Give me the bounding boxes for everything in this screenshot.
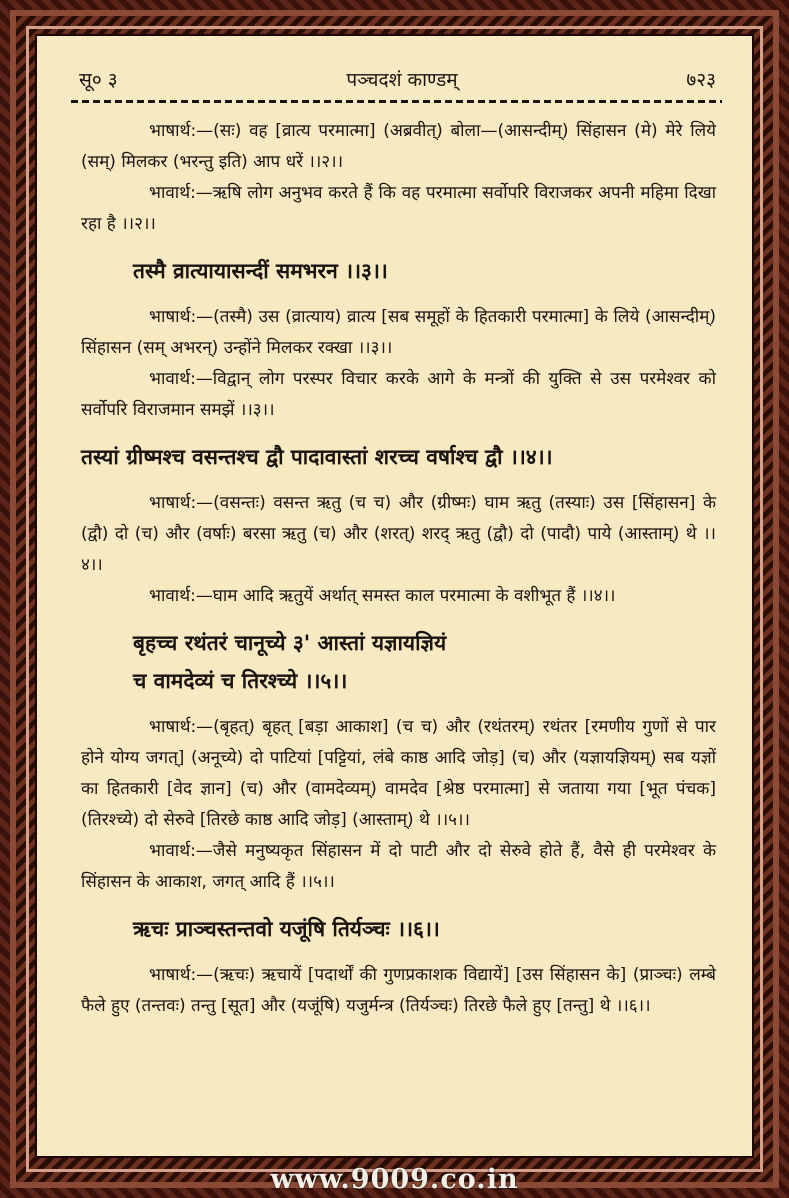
verse-5-line-2: च वामदेव्यं च तिरश्च्ये ।।५।।	[133, 669, 348, 693]
verse-3: तस्मै व्रात्यायासन्दीं समभरन ।।३।।	[133, 259, 388, 283]
translation-4: भाषार्थ:—(वसन्तः) वसन्त ऋतु (च च) और (ग्रीष्मः) घाम ऋतु (तस्याः) उस [सिंहासन] के (द्वौ) दो (च) और (वर्षाः) बरसा ऋतु (च) और (शरत्) शरद् ऋतु (द्वौ) दो (पादौ) पाये (आस्ताम्) थे ।।४।।	[81, 493, 716, 575]
verse-6: ऋचः प्राञ्चस्तन्तवो यजूंषि तिर्यञ्चः ।।६।।	[133, 917, 440, 941]
page-header	[79, 64, 716, 94]
translation-2: भाषार्थ:—(सः) वह [व्रात्य परमात्मा] (अब्रवीत्) बोला—(आसन्दीम्) सिंहासन (मे) मेरे लिये (सम्) मिलकर (भरन्तु इति) आप धरें ।।२।।	[81, 121, 716, 172]
translation-5: भाषार्थ:—(बृहत्) बृहत् [बड़ा आकाश] (च च) और (रथंतरम्) रथंतर [रमणीय गुणों से पार होने योग्य जगत्] (अनूच्ये) दो पाटियां [पट्टियां, लंबे काष्ठ आदि जोड़] (च) और (यज्ञायज्ञियम्) सब यज्ञों का हितकारी [वेद ज्ञान] (च) और (वामदेव्यम्) वामदेव [श्रेष्ठ परमात्मा] से जताया गया [भूत पंचक] (तिरश्च्ये) दो सेरुवे [तिरछे काष्ठ आदि जोड़] (आस्ताम्) थे ।।५।।	[81, 717, 716, 830]
meaning-2: भावार्थ:—ऋषि लोग अनुभव करते हैं कि वह परमात्मा सर्वोपरि विराजकर अपनी महिमा दिखा रहा है ।।२।।	[81, 183, 716, 234]
verse-4: तस्यां ग्रीष्मश्च वसन्तश्च द्वौ पादावास्तां शरच्च वर्षाश्च द्वौ ।।४।।	[81, 445, 553, 469]
kanda-title: पञ्चदशं काण्डम्	[346, 69, 458, 91]
header-rule	[71, 100, 722, 103]
translation-3: भाषार्थ:—(तस्मै) उस (व्रात्याय) व्रात्य [सब समूहों के हितकारी परमात्मा] के लिये (आसन्दीम्) सिंहासन (सम् अभरन्) उन्होंने मिलकर रक्खा ।।३।।	[81, 307, 716, 358]
verse-5-line-1: बृहच्च रथंतरं चानूच्ये ३' आस्तां यज्ञायज्ञियं	[133, 631, 447, 655]
website-watermark: www.9009.co.in	[270, 1164, 519, 1195]
page-number: ७२३	[686, 69, 716, 91]
translation-6: भाषार्थ:—(ऋचः) ऋचायें [पदार्थों की गुणप्रकाशक विद्यायें] [उस सिंहासन के] (प्राञ्चः) लम्बे फैले हुए (तन्तवः) तन्तु [सूत] और (यजूंषि) यजुर्मन्त्र (तिर्यञ्चः) तिरछे फैले हुए [तन्तु] थे ।।६।।	[81, 965, 716, 1016]
meaning-3: भावार्थ:—विद्वान् लोग परस्पर विचार करके आगे के मन्त्रों की युक्ति से उस परमेश्वर को सर्वोपरि विराजमान समझें ।।३।।	[81, 369, 716, 420]
meaning-4: भावार्थ:—घाम आदि ऋतुयें अर्थात् समस्त काल परमात्मा के वशीभूत हैं ।।४।।	[149, 586, 616, 606]
page-content	[81, 116, 716, 1022]
book-page	[35, 34, 754, 1158]
meaning-5: भावार्थ:—जैसे मनुष्यकृत सिंहासन में दो पाटी और दो सेरुवे होते हैं, वैसे ही परमेश्वर के सिंहासन के आकाश, जगत् आदि हैं ।।५।।	[81, 841, 716, 892]
sutra-number: सू० ३	[79, 69, 118, 91]
